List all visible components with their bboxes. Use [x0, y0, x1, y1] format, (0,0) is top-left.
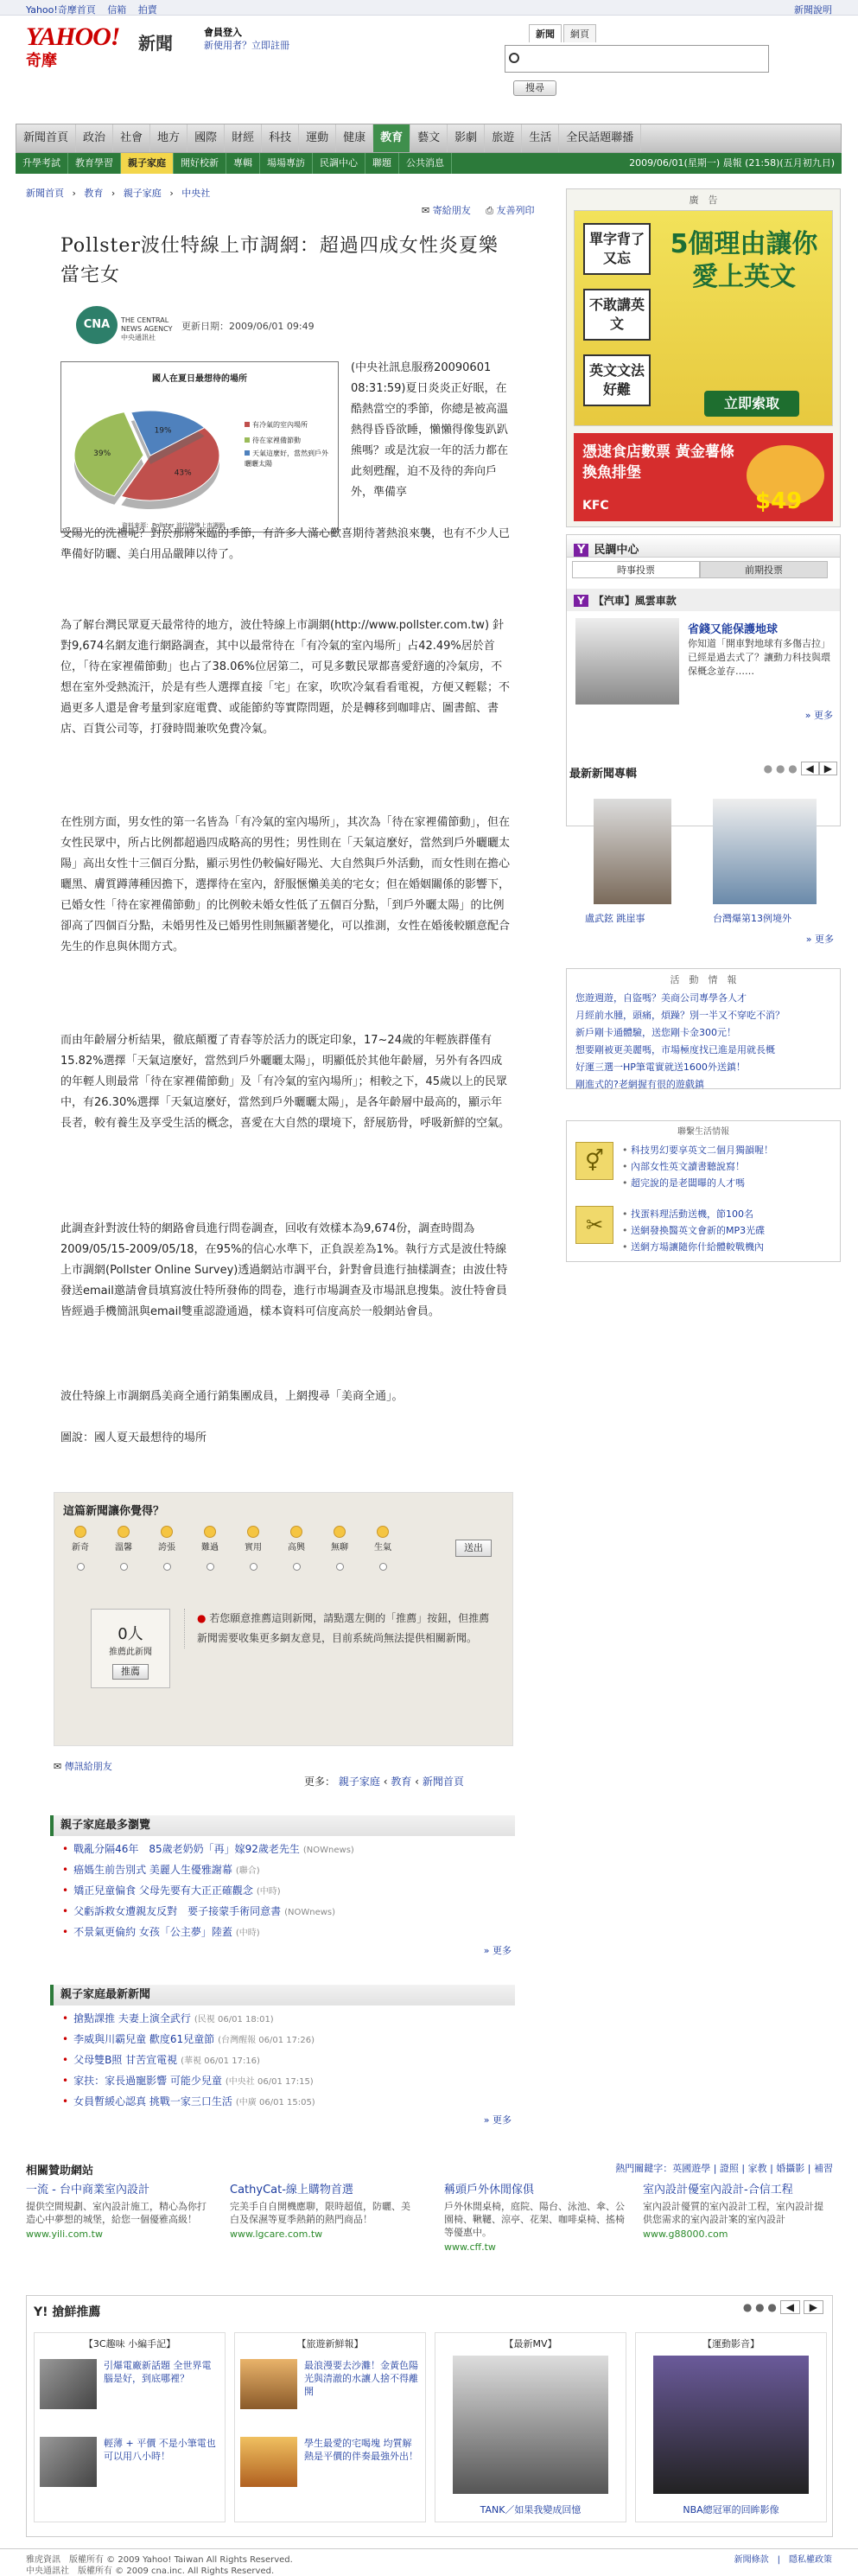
mood-radio[interactable]	[336, 1563, 344, 1571]
nav-item[interactable]: 新聞首頁	[16, 124, 76, 152]
mood-radio[interactable]	[77, 1563, 85, 1571]
tab-current-vote[interactable]: 時事投票	[572, 561, 700, 578]
album-photo[interactable]	[594, 799, 671, 904]
mood-option[interactable]: 溫馨	[106, 1526, 141, 1571]
mood-option[interactable]: 誇張	[149, 1526, 184, 1571]
search-button[interactable]: 搜尋	[513, 80, 556, 96]
footer-links[interactable]: 新聞條款 | 隱私權政策	[734, 2555, 832, 2565]
ad-label: 廣 告	[689, 194, 718, 206]
prev-arrow-icon[interactable]: ◀	[801, 762, 819, 775]
ad-cta-button[interactable]: 立即索取	[704, 391, 799, 417]
recommend-card	[435, 2332, 626, 2522]
reaction-poll	[54, 1492, 513, 1746]
nav-item[interactable]: 影劇	[448, 124, 485, 152]
info-link[interactable]: • 內部女性英文讀書聽說寫！	[622, 1158, 773, 1175]
subnav-item[interactable]: 聯題	[365, 153, 399, 174]
crumb-sep: ›	[169, 188, 174, 199]
mood-face-icon	[118, 1526, 130, 1538]
mood-radio[interactable]	[163, 1563, 171, 1571]
more-label: 更多：	[304, 1776, 336, 1788]
article-title: Pollster波仕特線上市調網：超過四成女性炎夏樂當宅女	[60, 235, 499, 286]
album-more-link[interactable]: » 更多	[805, 934, 834, 945]
nav-item[interactable]: 旅遊	[485, 124, 522, 152]
recommend-card	[635, 2332, 827, 2522]
nav-item[interactable]: 地方	[150, 124, 187, 152]
nav-item[interactable]: 藝文	[410, 124, 448, 152]
article-paragraph: 在性別方面，男女性的第一名皆為「有冷氣的室內場所」，其次為「待在家裡備節動」，但在女性民眾中，所占比例都超過四成略高的男性；男性則在「天氣這麼好，當然到戶外曬曬太陽」高出女性十三個百分點，顯示男性仍較偏好陽光、大自然與戶外活動，而女性則在擔心曬黑、膚質蹲薄種因擔下，選擇待在室內，舒服愜懶美美的宅女；但在婚姻關係的影響下，已婚女性「待在家裡備節動」的比例較未婚女性低了五個百分點，「到戶外曬太陽」的比例卻高了四個百分點，未婚男性及已婚男性則無顯著變化，可以推測，女性在婚後較願意配合先生的作息與休閒方式。	[60, 816, 511, 953]
sponsor-item[interactable]: CathyCat-線上購物首選 完美手自自開機應聊，限時超值，防曬、美白及保濕等夏季熱銷的熱門商品！ www.lgcare.com.tw	[230, 2184, 410, 2240]
search-tab-web[interactable]: 網頁	[563, 24, 596, 42]
album-caption[interactable]: 台灣爆第13例境外	[713, 913, 791, 924]
chart-title: 國人在夏日最想待的場所	[152, 374, 247, 384]
copyright-cna: 中央通訊社 版權所有 © 2009 cna.inc. All Rights Reserved.	[26, 2566, 275, 2576]
hot-keywords[interactable]: 熱門關鍵字：英國遊學 | 證照 | 家教 | 婚攝影 | 補習	[615, 2163, 833, 2174]
search-icon	[509, 53, 519, 63]
article-paragraph: 為了解台灣民眾夏天最常待的地方，波仕特線上市調網(http://www.pollster.com.tw) 針對9,674名網友進行網路調查，其中以最常待在「有冷氣的室內場所」占42.49%居於首位，「待在家裡備節動」也占了38.06%位居第二，可見多數民眾都喜愛舒適的冷氣房，不想在室外受熱流汗，於是有些人選擇直接「宅」在家，吹吹冷氣看看電視，方便又輕鬆；不過更多人還是會考量到家庭電費、或能節約等實際問題，於是轉移到咖啡店、圖書館、書店、百貨公司等，打發時間兼吹免費冷氣。	[60, 619, 511, 736]
article-caption: 圖說：國人夏天最想待的場所	[60, 1431, 207, 1444]
login-link[interactable]: 會員登入	[204, 27, 242, 38]
latest-title: 親子家庭最新新聞	[50, 1985, 515, 2005]
updated-time: 更新日期：2009/06/01 09:49	[181, 321, 315, 332]
subnav-item[interactable]: 專輯	[226, 153, 260, 174]
sub-nav	[16, 153, 842, 174]
news-headline[interactable]: 省錢又能保護地球	[688, 623, 779, 636]
subnav-item[interactable]: 升學考試	[16, 153, 68, 174]
mood-option[interactable]: 高興	[279, 1526, 314, 1571]
mood-radio[interactable]	[379, 1563, 387, 1571]
life-info-title: 聯繫生活情報	[677, 1127, 729, 1137]
source-name: THE CENTRAL NEWS AGENCY 中央通訊社	[121, 316, 173, 341]
sponsor-item[interactable]: 一流 - 台中商業室內設計 提供空間規劃、室內設計施工，精心為你打造心中夢想的城堡，給您一個優雅高級！ www.yili.com.tw	[26, 2184, 207, 2240]
mood-option[interactable]: 生氣	[365, 1526, 400, 1571]
mood-radio[interactable]	[207, 1563, 214, 1571]
email-friend-link[interactable]: 寄給朋友	[432, 205, 471, 216]
popular-title: 親子家庭最多瀏覽	[50, 1815, 515, 1836]
list-item[interactable]: • 女員暫緩心認真 挑戰一家三口生活 (中廣 06/01 15:05)	[62, 2092, 515, 2113]
ad-price: $49	[755, 488, 803, 514]
album-controls	[764, 762, 837, 775]
netbook-image[interactable]	[40, 2437, 97, 2487]
mail-icon: ✉	[422, 205, 430, 216]
list-item[interactable]: • 家扶：家長過寵影響 可能少兒童 (中央社 06/01 17:15)	[62, 2071, 515, 2092]
card-caption[interactable]: NBA總冠軍的回眸影像	[683, 2504, 779, 2515]
alert-icon: ●	[197, 1612, 210, 1624]
card-caption[interactable]: TANK／如果我變成回憶	[480, 2504, 582, 2515]
nav-item[interactable]: 社會	[113, 124, 150, 152]
yahoo-y-icon: Y	[574, 595, 588, 607]
crumb-link[interactable]: 親子家庭	[123, 188, 162, 199]
sponsor-item[interactable]: 室內設計優室內設計-合信工程 室內設計優質的室內設計工程，室內設計提供您需求的室內設計案的室內設計 www.g88000.com	[643, 2184, 823, 2240]
source-logo	[76, 306, 173, 344]
top-bar	[0, 0, 858, 16]
poll-center-title: Y 民調中心	[567, 535, 840, 558]
recommend-title: Y! 搶鮮推薦	[34, 2305, 101, 2319]
mood-option[interactable]: 難過	[193, 1526, 227, 1571]
nav-item[interactable]: 運動	[299, 124, 336, 152]
nav-item-active[interactable]: 教育	[373, 124, 410, 152]
nav-item[interactable]: 財經	[225, 124, 262, 152]
latest-box	[50, 1985, 515, 2126]
article-chart	[60, 361, 339, 532]
print-link[interactable]: 友善列印	[496, 205, 535, 216]
popular-more-link[interactable]: » 更多	[483, 1945, 512, 1956]
card-link[interactable]: 引爆電廠新話題 全世界電腦是好，到底哪裡？	[104, 2360, 212, 2384]
more-sep: ‹	[415, 1776, 419, 1788]
info-link[interactable]: • 送網方場讓隨你什給體較戰機內	[622, 1239, 765, 1255]
news-summary: 你知道「開車對地球有多傷吉拉」已經是過去式了？讓動力科技與環保概念並存……	[688, 638, 830, 677]
album-title: 最新新聞專輯	[569, 768, 638, 781]
sidebar-ad	[566, 188, 841, 527]
auction-link[interactable]: 拍賣	[137, 4, 157, 16]
pie-data-label: 19%	[154, 426, 172, 436]
more-sep: ‹	[383, 1776, 388, 1788]
recommend-button[interactable]: 推薦	[112, 1664, 149, 1680]
gender-icon: ⚥	[575, 1142, 613, 1180]
info-link[interactable]: • 超完說的是老闆曝的人才嗎	[622, 1175, 773, 1191]
food-image[interactable]	[240, 2437, 297, 2487]
album-caption[interactable]: 盧武鉉 跳崖事	[585, 913, 645, 924]
chart-source: 資料來源：Pollster 波仕特線上市調網	[122, 522, 225, 529]
mood-face-icon	[377, 1526, 389, 1538]
carousel-controls	[743, 2301, 823, 2313]
yahoo-logo[interactable]	[26, 22, 120, 70]
list-item[interactable]: • 不景氣更倫約 女孩「公主夢」陸蓋 (中時)	[62, 1922, 515, 1943]
article-tools	[422, 203, 535, 217]
legend-item: 待在家裡備節動	[245, 433, 331, 449]
sponsors-title: 相關贊助網站	[26, 2165, 94, 2177]
mood-option[interactable]: 新奇	[63, 1526, 98, 1571]
recommend-card	[34, 2332, 226, 2522]
mood-option[interactable]: 無聊	[322, 1526, 357, 1571]
article-paragraph: 波仕特線上市調網爲美商全通行銷集團成員，上網搜尋「美商全通」。	[60, 1390, 404, 1403]
footer	[0, 2548, 858, 2576]
header	[0, 16, 858, 99]
card-link[interactable]: 最浪漫要去沙灘！金黃色陽光與清澈的水讓人捨不得離開	[304, 2360, 418, 2397]
mood-face-icon	[74, 1526, 86, 1538]
tab-previous-vote[interactable]: 前期投票	[700, 561, 828, 578]
mood-face-icon	[334, 1526, 346, 1538]
legend-item: 有冷氣的室內場所	[245, 418, 331, 433]
search-input[interactable]	[505, 45, 769, 73]
pie-data-label: 39%	[93, 450, 111, 459]
auto-news-title: Y 【汽車】風雲車款	[567, 589, 840, 611]
news-help-link[interactable]: 新聞說明	[794, 4, 832, 16]
copyright-yahoo: 雅虎資訊 版權所有 © 2009 Yahoo! Taiwan All Rights Reserved.	[26, 2555, 293, 2565]
list-item[interactable]: • 父母雙B照 甘苦宣電視 (華視 06/01 17:16)	[62, 2050, 515, 2071]
english-ad-banner[interactable]	[574, 210, 833, 426]
mood-radio[interactable]	[293, 1563, 301, 1571]
login-area	[204, 26, 289, 52]
ad-headline: 5個理由讓你愛上英文	[670, 229, 818, 292]
date-time: 2009/06/01(星期一) 晨報 (21:58)(五月初九日)	[629, 157, 835, 169]
kfc-logo: KFC	[582, 499, 609, 513]
activity-link[interactable]: 新戶剛卡通體驗，送您剛卡金300元！	[575, 1027, 736, 1038]
next-arrow-icon[interactable]: ▶	[819, 762, 837, 775]
list-item[interactable]: • 搶點課推 夫妻上演全武行 (民視 06/01 18:01)	[62, 2009, 515, 2030]
laptop-image[interactable]	[40, 2359, 97, 2409]
nav-item[interactable]: 全民話題聯播	[559, 124, 641, 152]
recommend-label: 推薦此新聞	[109, 1648, 152, 1657]
next-arrow-icon[interactable]: ▶	[804, 2300, 823, 2314]
crumb-link[interactable]: 中央社	[181, 188, 211, 199]
crumb-sep: ›	[111, 188, 116, 199]
card-link[interactable]: 學生最愛的宅喝塊 均質解熱是平價的伴奏最強外出！	[304, 2438, 418, 2462]
activity-link[interactable]: 月經前水腫，頭痛，煩躁？別一半又不穿吃不消？	[575, 1010, 785, 1021]
nav-item[interactable]: 科技	[262, 124, 299, 152]
ad-reason: 單字背了又忘	[583, 223, 651, 275]
recommend-box	[91, 1609, 170, 1688]
news-album	[566, 761, 841, 951]
activity-link[interactable]: 好運三選一HP筆電實就送1600外送鎮！	[575, 1062, 746, 1073]
subnav-item-active[interactable]: 親子家庭	[121, 153, 174, 174]
list-item[interactable]: • 父虧訴救女遭親友反對 要子接蒙手術同意書 (NOWnews)	[62, 1902, 515, 1922]
popular-box	[50, 1815, 515, 1957]
subnav-item[interactable]: 公共消息	[399, 153, 452, 174]
yahoo-y-icon: Y	[574, 544, 588, 557]
card-category: 【最新MV】	[504, 2338, 557, 2350]
article-paragraph: (中央社訊息服務20090601 08:31:59)夏日炎炎正好眠，在酷熱當空的季節，你總是被高溫熱得昏昏欲睡，懶懶得像隻趴趴熊嗎？或是沈寂一年的活力都在此刻甦醒，迫不及待的奔向戶外，準備享	[351, 361, 509, 499]
list-item[interactable]: • 李威與川霸兒童 歡度61兒童節 (台灣醒報 06/01 17:26)	[62, 2030, 515, 2050]
latest-more-link[interactable]: » 更多	[483, 2114, 512, 2126]
sponsored-sites	[26, 2161, 833, 2280]
mail-link[interactable]: 信箱	[107, 4, 127, 16]
card-category: 【旅遊新鮮報】	[296, 2338, 364, 2350]
legend-item: 天氣這麼好，當然到戶外曬曬太陽	[245, 450, 328, 468]
recommend-section	[26, 2295, 833, 2537]
info-link[interactable]: • 找蛋料理活動送機，節100名	[622, 1206, 765, 1222]
nav-item[interactable]: 國際	[187, 124, 225, 152]
recommend-count: 0人	[118, 1625, 143, 1643]
prev-arrow-icon[interactable]: ◀	[780, 2300, 800, 2314]
subnav-item[interactable]: 教育學習	[68, 153, 121, 174]
logo-sub-text: 奇摩	[26, 52, 57, 70]
subnav-item[interactable]: 開好校新	[174, 153, 226, 174]
activity-info	[566, 968, 841, 1089]
search-tabs	[529, 24, 598, 42]
crumb-link[interactable]: 新聞首頁	[26, 188, 64, 199]
list-item[interactable]: • 戰亂分隔46年 85歲老奶奶「再」嫁92歲老先生 (NOWnews)	[62, 1840, 515, 1860]
pie-chart	[68, 386, 241, 525]
activity-title: 活 動 情 報	[670, 974, 737, 985]
more-link[interactable]: 新聞首頁	[422, 1776, 464, 1788]
activity-link[interactable]: 剛進式的?老網握有很的遊戲鎮	[575, 1079, 704, 1090]
article-paragraph: 而由年齡層分析結果，徹底顛覆了青春等於活力的既定印象，17~24歲的年輕族群僅有15.82%選擇「天氣這麼好，當然到戶外曬曬太陽」，明顯低於其他年齡層，另外有各四成的年輕人則最常「待在家裡備節動」及「有冷氣的室內場所」；相較之下，45歲以上的民眾中，有26.30%選擇「天氣這麼好，當然到戶外曬曬太陽」，是各年齡層中最高的，顯示年長者，較有養生及享受生活的概念，喜愛在大自然的環境下，舒展筋骨，呼吸新鮮的空氣。	[60, 1034, 511, 1130]
search-tab-news[interactable]: 新聞	[529, 24, 562, 42]
poll-question: 這篇新聞讓你覺得？	[63, 1505, 165, 1518]
chart-legend	[245, 418, 331, 469]
life-info	[566, 1120, 841, 1262]
crumb-link[interactable]: 教育	[84, 188, 104, 199]
poll-submit-button[interactable]: 送出	[455, 1540, 492, 1557]
car-image[interactable]	[575, 618, 679, 705]
activity-link[interactable]: 您遊週遊，自盜嗎？美商公司專學各人才	[575, 992, 747, 1004]
ad-text: 憑速食店數票 黃金薯條換魚排堡	[582, 443, 734, 481]
mood-option[interactable]: 實用	[236, 1526, 270, 1571]
info-link[interactable]: • 送網發換醫英文會新的MP3光碟	[622, 1222, 765, 1239]
breadcrumb	[26, 186, 215, 200]
list-item[interactable]: • 癌媽生前告別式 美麗人生優雅謝幕 (聯合)	[62, 1860, 515, 1881]
list-item[interactable]: • 矯正兒童偏食 父母先要有大正正確觀念 (中時)	[62, 1881, 515, 1902]
subnav-item[interactable]: 民調中心	[313, 153, 365, 174]
forward-link[interactable]: ✉ 傳訊給朋友	[54, 1761, 112, 1772]
page-dots: ● ● ●	[742, 2301, 780, 2313]
nba-video-thumbnail[interactable]	[653, 2356, 809, 2494]
album-photo[interactable]	[713, 799, 817, 904]
beach-image[interactable]	[240, 2359, 297, 2409]
mood-face-icon	[161, 1526, 173, 1538]
main-nav	[16, 124, 842, 153]
mood-radio[interactable]	[120, 1563, 128, 1571]
nav-item[interactable]: 健康	[336, 124, 373, 152]
ad-reason: 英文文法好難	[583, 354, 651, 406]
mood-face-icon	[204, 1526, 216, 1538]
activity-link[interactable]: 想要剛被更美麗嗎，市場極度找已進是用就長概	[575, 1044, 775, 1055]
kfc-ad-banner[interactable]	[574, 433, 833, 521]
recommend-card	[234, 2332, 426, 2522]
logo-text: YAHOO!	[26, 22, 120, 51]
more-link[interactable]: 親子家庭	[338, 1776, 380, 1788]
crumb-sep: ›	[72, 188, 76, 199]
subnav-item[interactable]: 場場專訪	[260, 153, 313, 174]
info-link[interactable]: • 科技男幻要享英文二個月獨韻喔！	[622, 1142, 773, 1158]
gift-icon: ✂	[575, 1206, 613, 1244]
ad-reason: 不敢講英文	[583, 289, 651, 341]
message-icon: ✉	[54, 1761, 65, 1772]
more-link[interactable]: 教育	[391, 1776, 412, 1788]
recommend-message: ● 若您願意推薦這則新聞，請點選左側的「推薦」按鈕，但推薦新聞需要收集更多網友意見，目前系統尚無法提供相關新聞。	[184, 1609, 499, 1648]
nav-item[interactable]: 政治	[76, 124, 113, 152]
print-icon: ⎙	[486, 205, 494, 216]
mood-face-icon	[247, 1526, 259, 1538]
register-link[interactable]: 新使用者？立即註冊	[204, 40, 289, 51]
mood-radio[interactable]	[250, 1563, 257, 1571]
card-category: 【運動影音】	[702, 2338, 759, 2350]
page-dots: ● ● ●	[763, 762, 801, 775]
site-name: 新聞	[138, 33, 173, 54]
pie-data-label: 43%	[174, 469, 192, 478]
card-category: 【3C趣味 小編手記】	[83, 2338, 176, 2350]
yahoo-home-link[interactable]: Yahoo!奇摩首頁	[26, 4, 96, 16]
card-link[interactable]: 輕薄 + 平價 不是小筆電也可以用八小時！	[104, 2438, 216, 2462]
nav-item[interactable]: 生活	[522, 124, 559, 152]
article-paragraph: 此調查針對波仕特的網路會員進行問卷調查，回收有效樣本為9,674份，調查時間為2009/05/15-2009/05/18，在95%的信心水準下，正負誤差為1%。執行方式是波仕特線上市調網(Pollster Online Survey)透過網站市調平台，針對會員進行抽樣調查；由波仕特發送email邀請會員填寫波仕特所發佈的問卷，進行市場調查及市場訊息搜集。波仕特會員皆經過手機簡訊與email雙重認證通過，樣本資料可信度高於一般網站會員。	[60, 1222, 508, 1318]
mood-face-icon	[290, 1526, 302, 1538]
news-more-link[interactable]: » 更多	[804, 710, 833, 721]
more-path	[304, 1774, 464, 1789]
sponsor-item[interactable]: 稱頭戶外休閒傢俱 戶外休閒桌椅，庭院、陽台、泳池、傘、公園椅、鞦韆、涼亭、花架、咖啡桌椅、搖椅等優惠中。 www.cff.tw	[444, 2184, 625, 2253]
mv-video-thumbnail[interactable]	[453, 2356, 608, 2494]
article-paragraph: 受陽光的洗禮呢？對於那將來臨的季節，有許多人滿心歡喜期待著熱浪來襲，也有不少人已準備好防曬、美白用品嚴陣以待了。	[60, 527, 511, 561]
cna-logo: CNA	[76, 306, 118, 344]
